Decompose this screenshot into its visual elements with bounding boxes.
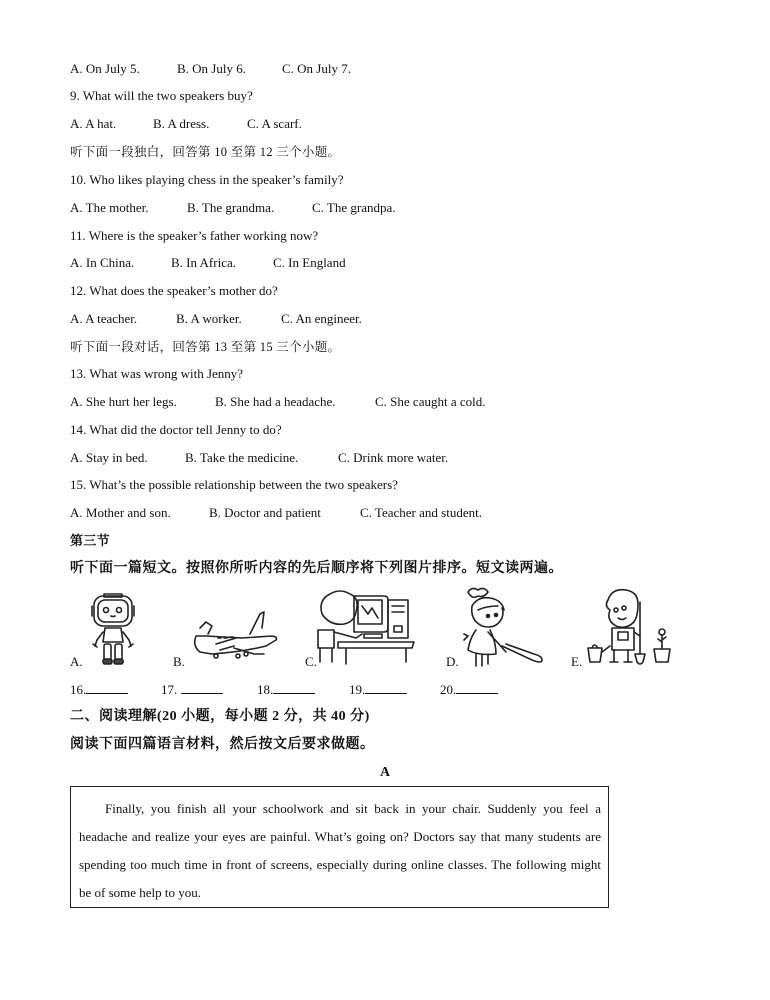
reading-instruction: 阅读下面四篇语言材料，然后按文后要求做题。	[70, 737, 375, 752]
q11-question: 11. Where is the speaker’s father working now?	[70, 228, 319, 243]
picture-label-b: B.	[173, 654, 185, 669]
picture-label-a: A.	[70, 654, 83, 669]
option-c: C. She caught a cold.	[375, 394, 486, 409]
passage-a-text: Finally, you finish all your schoolwork and sit back in your chair. Suddenly you feel a headache and realize your eyes are painful. What’s going on? Doctors say that many students are spending too much time in front of screens, especially during online classes. The following might be of some help to you.	[79, 801, 601, 900]
option-c: C. On July 7.	[282, 61, 351, 76]
girl-vacuuming-icon	[458, 586, 550, 668]
passage-a-title: A	[379, 765, 391, 780]
option-a: A. A teacher.	[70, 311, 138, 326]
option-a: A. Stay in bed.	[70, 450, 148, 465]
q10-question: 10. Who likes playing chess in the speaker’s family?	[70, 172, 344, 187]
option-a: A. The mother.	[70, 200, 149, 215]
airplane-icon	[190, 606, 282, 664]
answer-blank-17[interactable]: 17.	[161, 679, 223, 700]
option-b: B. On July 6.	[177, 61, 246, 76]
option-c: C. An engineer.	[281, 311, 362, 326]
option-b: B. A worker.	[176, 311, 242, 326]
option-b: B. The grandma.	[187, 200, 275, 215]
option-c: C. A scarf.	[247, 116, 302, 131]
option-c: C. In England	[273, 255, 346, 270]
option-a: A. In China.	[70, 255, 135, 270]
option-b: B. She had a headache.	[215, 394, 336, 409]
option-a: A. On July 5.	[70, 61, 140, 76]
section3-instruction: 听下面一篇短文。按照你所听内容的先后顺序将下列图片排序。短文读两遍。	[70, 561, 563, 576]
q12-question: 12. What does the speaker’s mother do?	[70, 283, 278, 298]
picture-label-e: E.	[571, 654, 583, 669]
q9-question: 9. What will the two speakers buy?	[70, 88, 253, 103]
q15-question: 15. What’s the possible relationship between the two speakers?	[70, 477, 398, 492]
robot-icon	[88, 588, 138, 668]
option-b: B. Take the medicine.	[185, 450, 299, 465]
answer-blank-19[interactable]: 19.	[349, 679, 407, 700]
option-a: A. Mother and son.	[70, 505, 171, 520]
picture-label-d: D.	[446, 654, 459, 669]
option-a: A. A hat.	[70, 116, 117, 131]
q13-question: 13. What was wrong with Jenny?	[70, 366, 244, 381]
option-b: B. A dress.	[153, 116, 210, 131]
answer-blank-18[interactable]: 18.	[257, 679, 315, 700]
option-a: A. She hurt her legs.	[70, 394, 177, 409]
answer-blank-20[interactable]: 20.	[440, 679, 498, 700]
option-b: B. Doctor and patient	[209, 505, 321, 520]
section3-heading: 第三节	[70, 533, 110, 548]
passage-a-box	[70, 786, 609, 908]
instruction-13-15: 听下面一段对话，回答第 13 至第 15 三个小题。	[70, 340, 341, 354]
instruction-10-12: 听下面一段独白，回答第 10 至第 12 三个小题。	[70, 145, 341, 159]
boy-gardening-icon	[584, 586, 672, 668]
reading-heading: 二、阅读理解(20 小题，每小题 2 分，共 40 分)	[70, 709, 370, 724]
child-at-computer-icon	[316, 586, 416, 668]
answer-blank-16[interactable]: 16.	[70, 679, 128, 700]
option-c: C. Drink more water.	[338, 450, 449, 465]
option-b: B. In Africa.	[171, 255, 236, 270]
option-c: C. The grandpa.	[312, 200, 396, 215]
picture-row	[70, 586, 690, 676]
option-c: C. Teacher and student.	[360, 505, 482, 520]
q14-question: 14. What did the doctor tell Jenny to do?	[70, 422, 282, 437]
picture-label-c: C.	[305, 654, 317, 669]
